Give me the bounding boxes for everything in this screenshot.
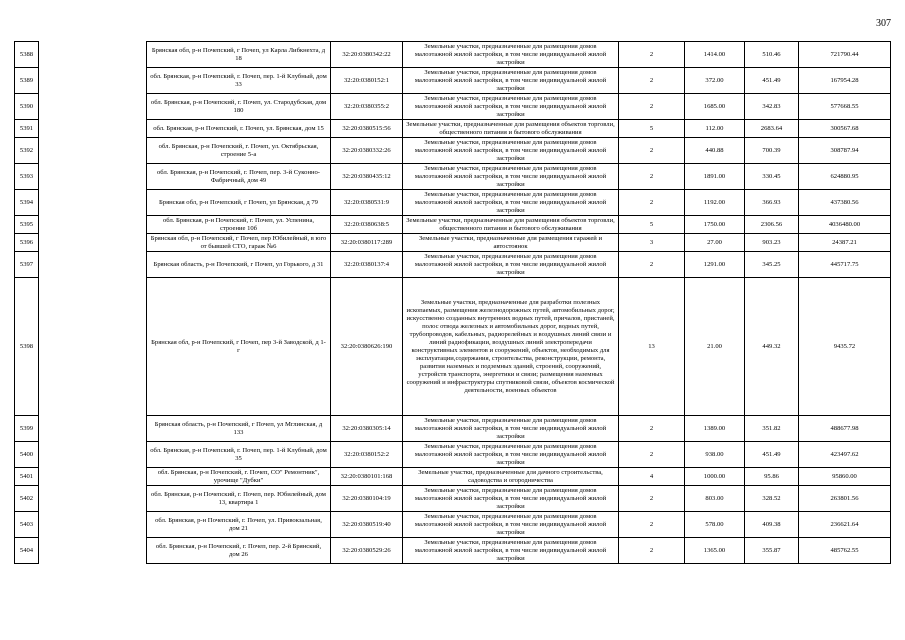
row-cadastral-value: 445717.75 bbox=[799, 252, 891, 278]
table-row bbox=[15, 278, 891, 416]
row-land-use: Земельные участки, предназначенные для размещения домов малоэтажной жилой застройки, в том числе индивидуальной жилой застройки bbox=[403, 442, 619, 468]
row-specific-value: 330.45 bbox=[745, 164, 799, 190]
row-cadastral-value: 236621.64 bbox=[799, 512, 891, 538]
row-address: Брянская обл, р-н Почепский, г Почеп, пер Юбилейный, в юго от бывшей СТО, гараж №6 bbox=[147, 234, 331, 252]
table-row bbox=[15, 234, 891, 252]
row-address: Брянская область, р-н Почепский, г Почеп, ул Горького, д 31 bbox=[147, 252, 331, 278]
table-row bbox=[15, 94, 891, 120]
row-gap bbox=[39, 538, 147, 564]
row-cadastral-value: 263801.56 bbox=[799, 486, 891, 512]
table-row bbox=[15, 138, 891, 164]
table-row bbox=[15, 68, 891, 94]
row-group: 2 bbox=[619, 94, 685, 120]
row-specific-value: 449.32 bbox=[745, 278, 799, 416]
row-cadastral-value: 9435.72 bbox=[799, 278, 891, 416]
row-number: 5404 bbox=[15, 538, 39, 564]
row-land-use: Земельные участки, предназначенные для размещения домов малоэтажной жилой застройки, в том числе индивидуальной жилой застройки bbox=[403, 252, 619, 278]
row-cadastral-value: 24387.21 bbox=[799, 234, 891, 252]
row-group: 2 bbox=[619, 164, 685, 190]
row-group: 2 bbox=[619, 190, 685, 216]
row-area: 1389.00 bbox=[685, 416, 745, 442]
row-cadastral-value: 577668.55 bbox=[799, 94, 891, 120]
row-cadastral-number: 32:20:0380342:22 bbox=[331, 42, 403, 68]
row-gap bbox=[39, 164, 147, 190]
row-area: 1192.00 bbox=[685, 190, 745, 216]
row-gap bbox=[39, 252, 147, 278]
row-cadastral-number: 32:20:0380435:12 bbox=[331, 164, 403, 190]
row-gap bbox=[39, 94, 147, 120]
row-cadastral-number: 32:20:0380101:168 bbox=[331, 468, 403, 486]
row-specific-value: 366.93 bbox=[745, 190, 799, 216]
row-number: 5401 bbox=[15, 468, 39, 486]
row-land-use: Земельные участки, предназначенные для размещения домов малоэтажной жилой застройки, в том числе индивидуальной жилой застройки bbox=[403, 538, 619, 564]
row-land-use: Земельные участки, предназначенные для разработки полезных ископаемых, размещения железнодорожных путей, автомобильных дорог, искусственно созданных внутренних водных путей, причалов, пристаней, полос отвода железных и автомобильных дорог, водных путей, трубопроводов, кабельных, радиорелейных и воздушных линий связи и линий радиофикации, воздушных линий электропередачи конструктивных элементов и сооружений, объектов, необходимых для эксплуатации,содержания, строительства, реконструкции, ремонта, развития наземных и подземных зданий, строений, сооружений, устройств транспорта, энергетики и связи; размещения наземных сооружений и инфраструктуры спутниковой связи, объектов космической деятельности, военных объектов bbox=[403, 278, 619, 416]
row-group: 2 bbox=[619, 486, 685, 512]
row-group: 5 bbox=[619, 120, 685, 138]
row-number: 5388 bbox=[15, 42, 39, 68]
row-specific-value: 451.49 bbox=[745, 68, 799, 94]
row-land-use: Земельные участки, предназначенные для размещения домов малоэтажной жилой застройки, в том числе индивидуальной жилой застройки bbox=[403, 68, 619, 94]
row-number: 5391 bbox=[15, 120, 39, 138]
row-gap bbox=[39, 138, 147, 164]
row-cadastral-value: 437380.56 bbox=[799, 190, 891, 216]
row-area: 803.00 bbox=[685, 486, 745, 512]
row-address: обл. Брянская, р-н Почепский, г. Почеп, СО" Ремонтник", урочище "Дубки" bbox=[147, 468, 331, 486]
row-cadastral-number: 32:20:0380152:1 bbox=[331, 68, 403, 94]
row-area: 1685.00 bbox=[685, 94, 745, 120]
row-cadastral-value: 167954.28 bbox=[799, 68, 891, 94]
row-group: 2 bbox=[619, 252, 685, 278]
row-cadastral-value: 721790.44 bbox=[799, 42, 891, 68]
table-row bbox=[15, 42, 891, 68]
row-number: 5402 bbox=[15, 486, 39, 512]
row-address: обл. Брянская, р-н Почепский, г. Почеп, ул. Брянская, дом 15 bbox=[147, 120, 331, 138]
row-land-use: Земельные участки, предназначенные для размещения домов малоэтажной жилой застройки, в том числе индивидуальной жилой застройки bbox=[403, 190, 619, 216]
row-group: 4 bbox=[619, 468, 685, 486]
row-area: 112.00 bbox=[685, 120, 745, 138]
row-address: обл. Брянская, р-н Почепский, г. Почеп, пер. Юбилейный, дом 13, квартира 1 bbox=[147, 486, 331, 512]
row-cadastral-number: 32:20:0380626:190 bbox=[331, 278, 403, 416]
table-row bbox=[15, 216, 891, 234]
row-cadastral-number: 32:20:0380355:2 bbox=[331, 94, 403, 120]
row-gap bbox=[39, 120, 147, 138]
row-specific-value: 355.87 bbox=[745, 538, 799, 564]
row-cadastral-value: 308787.94 bbox=[799, 138, 891, 164]
row-specific-value: 903.23 bbox=[745, 234, 799, 252]
row-specific-value: 451.49 bbox=[745, 442, 799, 468]
row-area: 27.00 bbox=[685, 234, 745, 252]
row-cadastral-value: 488677.98 bbox=[799, 416, 891, 442]
row-address: обл. Брянская, р-н Почепский, г. Почеп, ул. Успенина, строение 10б bbox=[147, 216, 331, 234]
row-gap bbox=[39, 216, 147, 234]
row-area: 1414.00 bbox=[685, 42, 745, 68]
row-cadastral-number: 32:20:0380152:2 bbox=[331, 442, 403, 468]
row-number: 5393 bbox=[15, 164, 39, 190]
row-address: Брянская обл, р-н Почепский, г Почеп, ул Карла Либкнехта, д 18 bbox=[147, 42, 331, 68]
row-address: обл. Брянская, р-н Почепский, г. Почеп, ул. Октябрьская, строение 5-а bbox=[147, 138, 331, 164]
row-area: 1750.00 bbox=[685, 216, 745, 234]
row-area: 1291.00 bbox=[685, 252, 745, 278]
cadastral-value-table bbox=[14, 41, 891, 564]
row-group: 13 bbox=[619, 278, 685, 416]
row-cadastral-number: 32:20:0380305:14 bbox=[331, 416, 403, 442]
row-number: 5403 bbox=[15, 512, 39, 538]
row-address: обл. Брянская, р-н Почепский, г. Почеп, пер. 1-й Клубный, дом 33 bbox=[147, 68, 331, 94]
table-row bbox=[15, 538, 891, 564]
row-number: 5390 bbox=[15, 94, 39, 120]
row-number: 5400 bbox=[15, 442, 39, 468]
row-number: 5392 bbox=[15, 138, 39, 164]
row-cadastral-number: 32:20:0380531:9 bbox=[331, 190, 403, 216]
row-area: 938.00 bbox=[685, 442, 745, 468]
row-gap bbox=[39, 468, 147, 486]
row-specific-value: 2306.56 bbox=[745, 216, 799, 234]
row-cadastral-number: 32:20:0380638:5 bbox=[331, 216, 403, 234]
row-group: 2 bbox=[619, 138, 685, 164]
row-cadastral-value: 95860.00 bbox=[799, 468, 891, 486]
row-address: Брянская обл, р-н Почепский, г Почеп, пер 3-й Заводской, д 1-г bbox=[147, 278, 331, 416]
row-specific-value: 345.25 bbox=[745, 252, 799, 278]
row-specific-value: 95.86 bbox=[745, 468, 799, 486]
row-address: обл. Брянская, р-н Почепский, г. Почеп, пер. 2-й Брянский, дом 26 bbox=[147, 538, 331, 564]
row-gap bbox=[39, 486, 147, 512]
table-row bbox=[15, 512, 891, 538]
row-number: 5397 bbox=[15, 252, 39, 278]
row-gap bbox=[39, 42, 147, 68]
row-specific-value: 409.38 bbox=[745, 512, 799, 538]
row-cadastral-number: 32:20:0380515:56 bbox=[331, 120, 403, 138]
row-land-use: Земельные участки, предназначенные для размещения домов малоэтажной жилой застройки, в том числе индивидуальной жилой застройки bbox=[403, 42, 619, 68]
row-number: 5398 bbox=[15, 278, 39, 416]
row-address: обл. Брянская, р-н Почепский, г. Почеп, пер. 3-й Суконно-Фабричный, дом 49 bbox=[147, 164, 331, 190]
row-group: 2 bbox=[619, 512, 685, 538]
row-gap bbox=[39, 190, 147, 216]
table-row bbox=[15, 252, 891, 278]
table-row bbox=[15, 468, 891, 486]
row-land-use: Земельные участки, предназначенные для размещения домов малоэтажной жилой застройки, в том числе индивидуальной жилой застройки bbox=[403, 164, 619, 190]
row-area: 1365.00 bbox=[685, 538, 745, 564]
row-address: Брянская обл, р-н Почепский, г Почеп, ул Брянская, д 79 bbox=[147, 190, 331, 216]
table-row bbox=[15, 416, 891, 442]
row-number: 5396 bbox=[15, 234, 39, 252]
row-address: обл. Брянская, р-н Почепский, г. Почеп, ул. Привокзальная, дом 21 bbox=[147, 512, 331, 538]
row-address: обл. Брянская, р-н Почепский, г. Почеп, пер. 1-й Клубный, дом 35 bbox=[147, 442, 331, 468]
table-row bbox=[15, 442, 891, 468]
row-area: 1891.00 bbox=[685, 164, 745, 190]
row-number: 5394 bbox=[15, 190, 39, 216]
row-cadastral-number: 32:20:0380529:26 bbox=[331, 538, 403, 564]
row-address: обл. Брянская, р-н Почепский, г. Почеп, ул. Стародубская, дом 180 bbox=[147, 94, 331, 120]
table-row bbox=[15, 486, 891, 512]
row-cadastral-number: 32:20:0380137:4 bbox=[331, 252, 403, 278]
row-specific-value: 351.82 bbox=[745, 416, 799, 442]
row-cadastral-number: 32:20:0380117:289 bbox=[331, 234, 403, 252]
row-land-use: Земельные участки, предназначенные для размещения домов малоэтажной жилой застройки, в том числе индивидуальной жилой застройки bbox=[403, 416, 619, 442]
row-specific-value: 342.83 bbox=[745, 94, 799, 120]
row-land-use: Земельные участки, предназначенные для размещения домов малоэтажной жилой застройки, в том числе индивидуальной жилой застройки bbox=[403, 138, 619, 164]
row-address: Брянская область, р-н Почепский, г Почеп, ул Мглинская, д 133 bbox=[147, 416, 331, 442]
row-gap bbox=[39, 512, 147, 538]
row-land-use: Земельные участки, предназначенные для размещения домов малоэтажной жилой застройки, в том числе индивидуальной жилой застройки bbox=[403, 94, 619, 120]
row-gap bbox=[39, 278, 147, 416]
row-cadastral-number: 32:20:0380104:19 bbox=[331, 486, 403, 512]
row-group: 3 bbox=[619, 234, 685, 252]
row-gap bbox=[39, 416, 147, 442]
row-cadastral-value: 4036480.00 bbox=[799, 216, 891, 234]
row-area: 372.00 bbox=[685, 68, 745, 94]
row-number: 5399 bbox=[15, 416, 39, 442]
row-land-use: Земельные участки, предназначенные для размещения домов малоэтажной жилой застройки, в том числе индивидуальной жилой застройки bbox=[403, 512, 619, 538]
row-area: 1000.00 bbox=[685, 468, 745, 486]
row-group: 2 bbox=[619, 442, 685, 468]
row-group: 2 bbox=[619, 538, 685, 564]
row-gap bbox=[39, 234, 147, 252]
table-row bbox=[15, 120, 891, 138]
row-gap bbox=[39, 68, 147, 94]
row-group: 2 bbox=[619, 42, 685, 68]
row-specific-value: 700.39 bbox=[745, 138, 799, 164]
row-land-use: Земельные участки, предназначенные для дачного строительства, садоводства и огородничества bbox=[403, 468, 619, 486]
row-group: 2 bbox=[619, 68, 685, 94]
row-land-use: Земельные участки, предназначенные для размещения гаражей и автостоянок bbox=[403, 234, 619, 252]
row-cadastral-value: 300567.68 bbox=[799, 120, 891, 138]
row-land-use: Земельные участки, предназначенные для размещения объектов торговли, общественного питания и бытового обслуживания bbox=[403, 120, 619, 138]
row-cadastral-number: 32:20:0380332:26 bbox=[331, 138, 403, 164]
row-land-use: Земельные участки, предназначенные для размещения объектов торговли, общественного питания и бытового обслуживания bbox=[403, 216, 619, 234]
page-number: 307 bbox=[876, 18, 891, 29]
row-specific-value: 328.52 bbox=[745, 486, 799, 512]
row-number: 5389 bbox=[15, 68, 39, 94]
row-cadastral-value: 485762.55 bbox=[799, 538, 891, 564]
row-gap bbox=[39, 442, 147, 468]
row-specific-value: 2683.64 bbox=[745, 120, 799, 138]
row-number: 5395 bbox=[15, 216, 39, 234]
row-group: 5 bbox=[619, 216, 685, 234]
table-row bbox=[15, 164, 891, 190]
row-cadastral-number: 32:20:0380519:40 bbox=[331, 512, 403, 538]
row-area: 578.00 bbox=[685, 512, 745, 538]
row-area: 440.88 bbox=[685, 138, 745, 164]
row-cadastral-value: 423497.62 bbox=[799, 442, 891, 468]
table-row bbox=[15, 190, 891, 216]
row-group: 2 bbox=[619, 416, 685, 442]
row-area: 21.00 bbox=[685, 278, 745, 416]
row-specific-value: 510.46 bbox=[745, 42, 799, 68]
row-land-use: Земельные участки, предназначенные для размещения домов малоэтажной жилой застройки, в том числе индивидуальной жилой застройки bbox=[403, 486, 619, 512]
row-cadastral-value: 624880.95 bbox=[799, 164, 891, 190]
